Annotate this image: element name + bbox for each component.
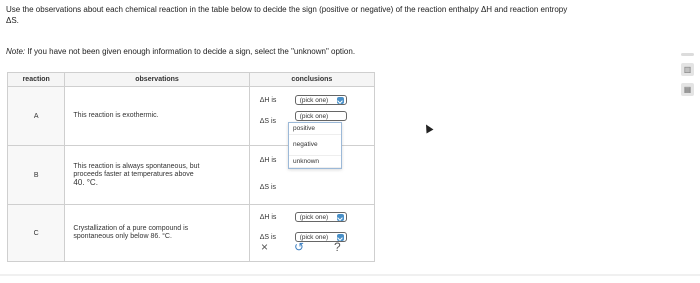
dh-label-c: ΔH is	[259, 214, 277, 221]
note-label: Note:	[6, 47, 26, 56]
dropdown-option-unknown[interactable]: unknown	[289, 156, 341, 168]
observation-b	[65, 146, 249, 205]
dh-label-b: ΔH is	[259, 157, 277, 164]
dropdown-option-negative[interactable]: negative	[289, 135, 341, 156]
header-conclusions: conclusions	[249, 73, 374, 87]
row-label-c: C	[8, 205, 65, 262]
row-label-b: B	[8, 146, 65, 205]
help-button[interactable]: ?	[334, 240, 341, 254]
ds-select-a-value: (pick one)	[299, 113, 329, 120]
ds-label-c: ΔS is	[259, 234, 277, 241]
observation-b-line3: 40. °C.	[73, 178, 98, 187]
action-bar	[243, 238, 375, 258]
chart-icon[interactable]: ▥	[681, 63, 694, 76]
note-text: If you have not been given enough information to decide a sign, select the "unknown" option.	[27, 47, 356, 56]
undo-button[interactable]: ↺	[294, 240, 305, 254]
dh-select-a[interactable]	[295, 95, 347, 105]
ds-label-b: ΔS is	[259, 184, 277, 191]
instructions-line2: ΔS.	[6, 16, 19, 25]
observation-c-line1: Crystallization of a pure compound is	[73, 225, 189, 232]
row-label-a: A	[8, 87, 65, 146]
instructions	[6, 5, 646, 26]
dropdown-option-positive[interactable]: positive	[289, 123, 341, 135]
observation-c	[65, 205, 249, 262]
dh-select-a-value: (pick one)	[299, 97, 329, 104]
observation-b-line1: This reaction is always spontaneous, but	[73, 163, 200, 170]
dh-select-c-value: (pick one)	[299, 214, 329, 221]
ds-dropdown-list-a	[288, 122, 342, 169]
dh-label-a: ΔH is	[259, 97, 277, 104]
divider	[681, 53, 694, 56]
divider	[0, 274, 700, 276]
clear-button[interactable]: ×	[261, 240, 269, 254]
header-observations: observations	[65, 73, 249, 87]
calculator-icon[interactable]: ▦	[681, 83, 694, 96]
chevron-down-icon	[337, 97, 344, 104]
mouse-cursor-icon	[423, 123, 434, 134]
ds-select-a-open[interactable]	[295, 111, 347, 121]
dh-select-c[interactable]	[295, 212, 347, 222]
observation-c-line2: spontaneous only below 86. °C.	[73, 233, 172, 240]
chevron-down-icon	[337, 214, 344, 221]
instructions-line1: Use the observations about each chemical reaction in the table below to decide the sign (positive or negative) of the reaction enthalpy ΔH and reaction entropy	[6, 5, 568, 14]
observation-a: This reaction is exothermic.	[65, 87, 249, 146]
side-toolbar	[681, 53, 695, 103]
observation-b-line2: proceeds faster at temperatures above	[73, 171, 194, 178]
note	[6, 47, 355, 56]
ds-label-a: ΔS is	[259, 118, 277, 125]
ds-select-c-value: (pick one)	[299, 234, 329, 241]
header-reaction: reaction	[8, 73, 65, 87]
